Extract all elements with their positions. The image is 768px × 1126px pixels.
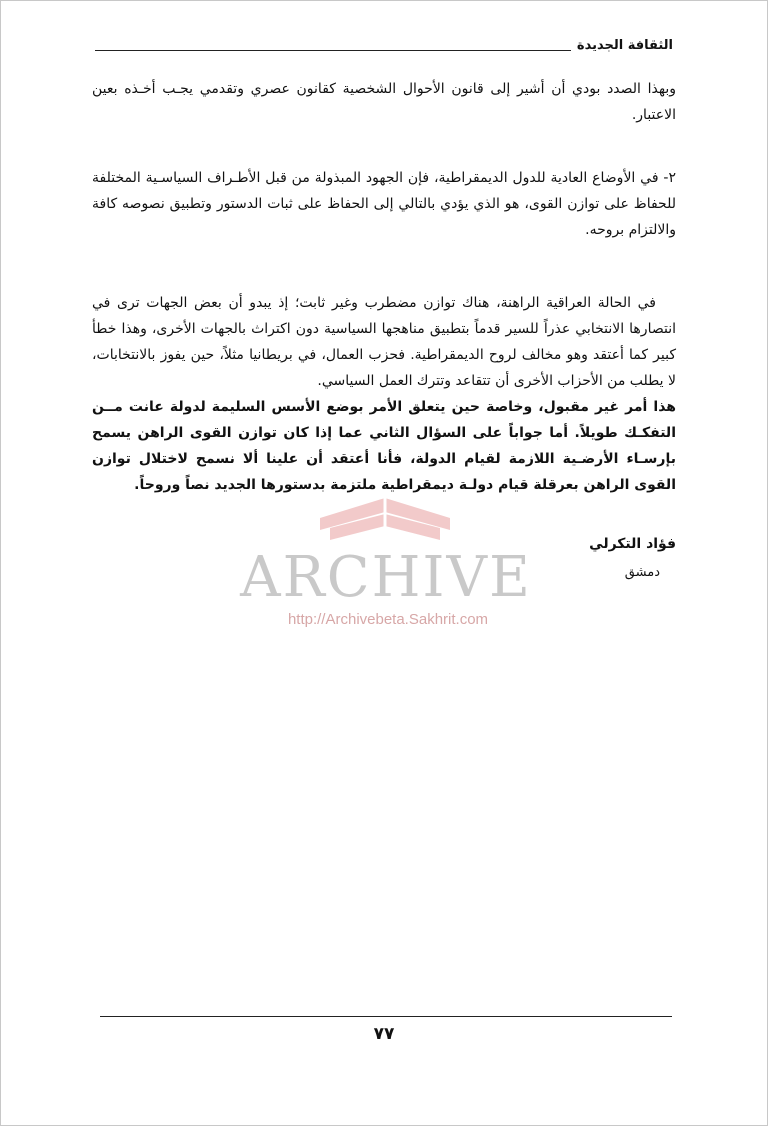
author-location: دمشق (624, 565, 660, 580)
watermark-text: ARCHIVE (240, 545, 532, 610)
paragraph-text: هذا أمر غير مقبول، وخاصة حين يتعلق الأمر بوضع الأسس السليمة لدولة عانت مــن التفكـك طويلاً. أما جواباً على السؤال الثاني عما إذا كان توازن القوى الراهن يسمح بإرسـاء الأرضـية اللازمة لقيام الدولة، فأنا أعتقد أن علينا ألا نسمح لاختلال توازن القوى الراهن بعرقلة قيام دولـة ديمقراطية ملتزمة بدستورها الجديد نصاً وروحاً. (92, 399, 676, 493)
footer-rule (100, 1016, 672, 1017)
journal-title: الثقافة الجديدة (571, 38, 673, 53)
paragraph-text: في الحالة العراقية الراهنة، هناك توازن مضطرب وغير ثابت؛ إذ يبدو أن بعض الجهات ترى في انتصارها الانتخابي عذراً للسير قدماً بتطبيق مناهجها السياسية دون اكتراث بالجهات الأخرى، وهذا خطأ كبير كما أعتقد وهو مخالف لروح الديمقراطية. فحزب العمال، في بريطانيا مثلاً، حين يفوز بالانتخابات، لا يطلب من الأحزاب الأخرى أن تتقاعد وتترك العمل السياسي. (92, 295, 676, 389)
page-number: ٧٧ (373, 1024, 395, 1044)
paragraph-3 (92, 290, 676, 394)
paragraph-1 (92, 76, 676, 128)
author-signature: فؤاد التكرلي (589, 536, 676, 552)
archive-logo-icon (300, 478, 470, 548)
paragraph-text: ٢- في الأوضاع العادية للدول الديمقراطية، فإن الجهود المبذولة من قبل الأطـراف السياسـية المختلفة للحفاظ على توازن القوى، هو الذي يؤدي بالتالي إلى الحفاظ على ثبات الدستور وتطبيق نصوصه كافة والالتزام بروحه. (92, 170, 676, 238)
running-header (95, 38, 673, 60)
paragraph-text: وبهذا الصدد بودي أن أشير إلى قانون الأحوال الشخصية كقانون عصري وتقدمي يجـب أخـذه بعين الاعتبار. (92, 81, 676, 123)
watermark-url: http://Archivebeta.Sakhrit.com (287, 611, 489, 628)
paragraph-2 (92, 165, 676, 243)
